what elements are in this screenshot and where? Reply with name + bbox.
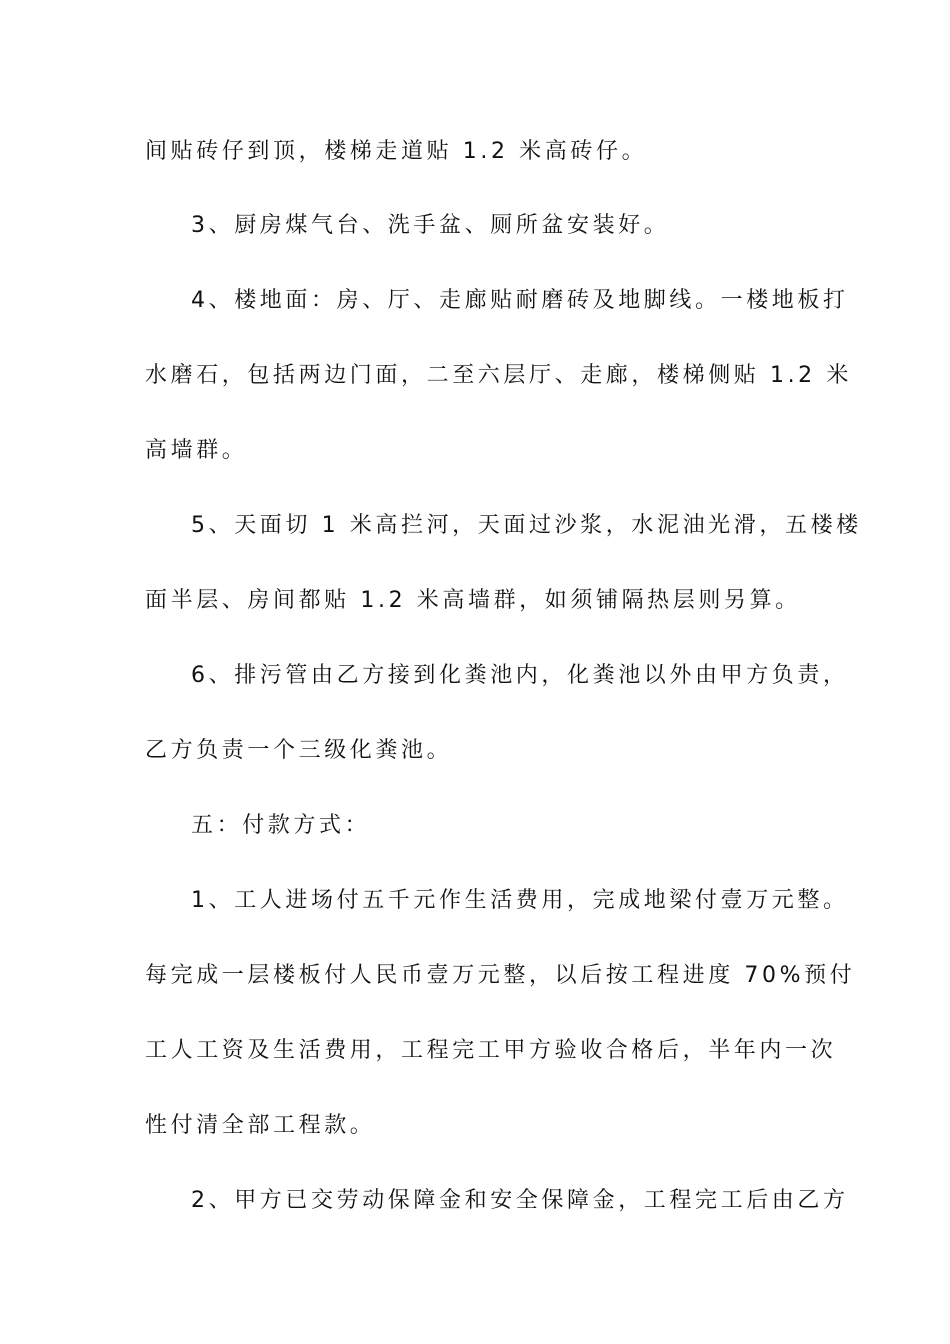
text-line: 3、厨房煤气台、洗手盆、厕所盆安装好。: [191, 213, 670, 238]
text-line: 工人工资及生活费用，工程完工甲方验收合格后，半年内一次: [145, 1038, 837, 1063]
text-line: 4、楼地面：房、厅、走廊贴耐磨砖及地脚线。一楼地板打: [191, 288, 849, 313]
text-line: 高墙群。: [145, 438, 248, 463]
text-line: 间贴砖仔到顶，楼梯走道贴 1.2 米高砖仔。: [145, 139, 648, 164]
text-line: 面半层、房间都贴 1.2 米高墙群，如须铺隔热层则另算。: [145, 588, 801, 613]
section-heading: 五：付款方式：: [191, 813, 371, 838]
text-line: 2、甲方已交劳动保障金和安全保障金，工程完工后由乙方: [191, 1188, 849, 1213]
text-line: 水磨石，包括两边门面，二至六层厅、走廊，楼梯侧贴 1.2 米: [145, 363, 852, 388]
text-line: 性付清全部工程款。: [145, 1113, 376, 1138]
text-line: 1、工人进场付五千元作生活费用，完成地梁付壹万元整。: [191, 888, 849, 913]
text-line: 5、天面切 1 米高拦河，天面过沙浆，水泥油光滑，五楼楼: [191, 513, 862, 538]
text-line: 6、排污管由乙方接到化粪池内，化粪池以外由甲方负责，: [191, 663, 849, 688]
text-line: 每完成一层楼板付人民币壹万元整，以后按工程进度 70%预付: [145, 963, 856, 988]
text-line: 乙方负责一个三级化粪池。: [145, 738, 453, 763]
